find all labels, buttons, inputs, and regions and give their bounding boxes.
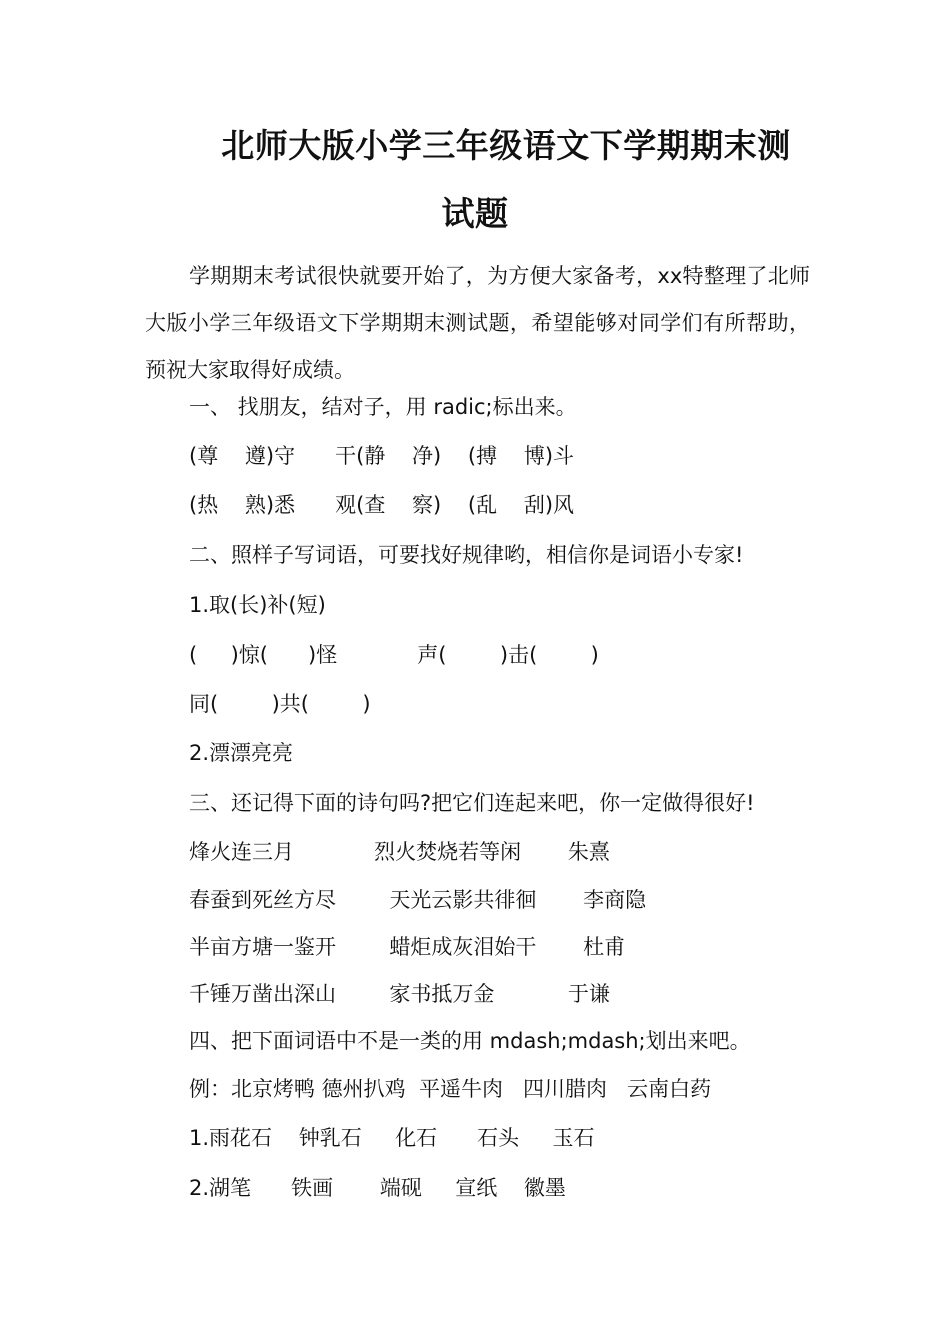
q2-item-1: 1.取(长)补(短) <box>189 593 326 617</box>
section-2-heading: 二、照样子写词语，可要找好规律哟，相信你是词语小专家! <box>189 543 744 567</box>
q2-item-2: 2.漂漂亮亮 <box>189 741 294 765</box>
title-line-2: 试题 <box>441 194 509 233</box>
intro-paragraph: 学期期末考试很快就要开始了，为方便大家备考，xx特整理了北师大版小学三年级语文下学期期末测试题，希望能够对同学们有所帮助，预祝大家取得好成绩。 <box>145 264 810 382</box>
q2-blanks-row-1: ( )惊( )怪 声( )击( ) <box>189 643 599 667</box>
poem-row-4: 千锤万凿出深山 家书抵万金 于谦 <box>189 982 610 1006</box>
q2-blanks-row-2: 同( )共( ) <box>189 692 371 716</box>
q4-example: 例：北京烤鸭 德州扒鸡 平遥牛肉 四川腊肉 云南白药 <box>189 1077 712 1101</box>
poem-row-3: 半亩方塘一鉴开 蜡炬成灰泪始干 杜甫 <box>189 935 626 959</box>
q1-row-2: (热 熟)悉 观(查 察) (乱 刮)风 <box>189 493 575 517</box>
q4-item-2: 2.湖笔 铁画 端砚 宣纸 徽墨 <box>189 1176 566 1200</box>
section-1-heading: 一、 找朋友，结对子，用 radic;标出来。 <box>189 395 577 419</box>
q1-row-1: (尊 遵)守 干(静 净) (搏 博)斗 <box>189 444 575 468</box>
section-4-heading: 四、把下面词语中不是一类的用 mdash;mdash;划出来吧。 <box>189 1029 751 1053</box>
poem-row-2: 春蚕到死丝方尽 天光云影共徘徊 李商隐 <box>189 888 647 912</box>
poem-row-1: 烽火连三月 烈火焚烧若等闲 朱熹 <box>189 840 610 864</box>
q4-item-1: 1.雨花石 钟乳石 化石 石头 玉石 <box>189 1126 595 1150</box>
section-3-heading: 三、还记得下面的诗句吗?把它们连起来吧，你一定做得很好! <box>189 791 755 815</box>
title-line-1: 北师大版小学三年级语文下学期期末测 <box>221 126 791 165</box>
